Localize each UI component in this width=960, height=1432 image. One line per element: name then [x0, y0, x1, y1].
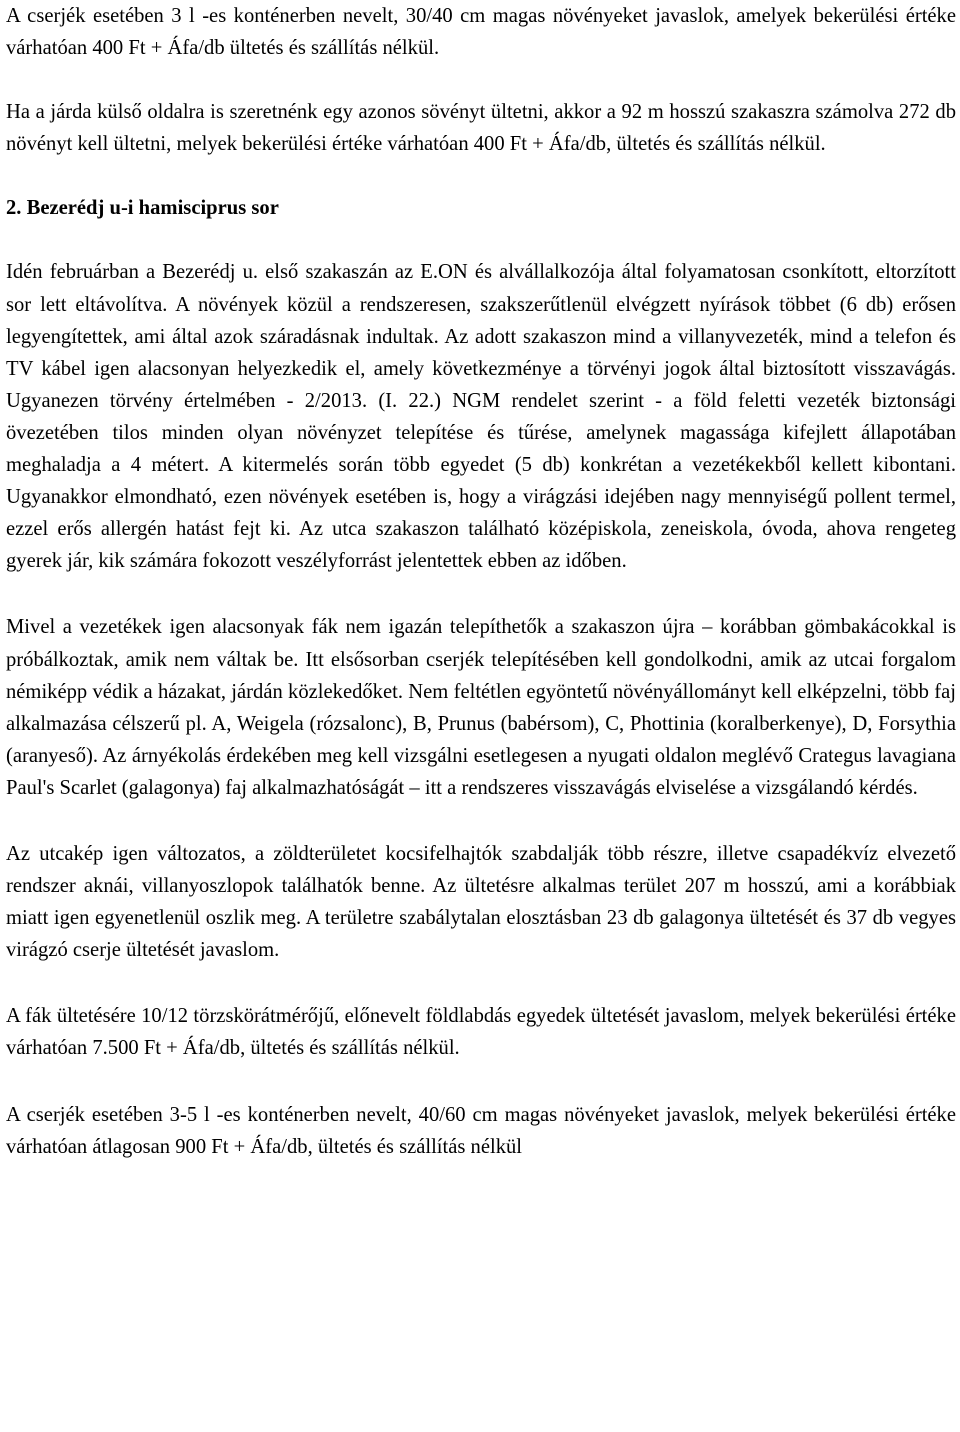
spacer: [6, 64, 956, 96]
paragraph-planting-options: Mivel a vezetékek igen alacsonyak fák nem igazán telepíthetők a szakaszon újra – korábban gömbakácokkal is próbálkoztak, amik nem váltak be. Itt elsősorban cserjék telepítésében kell gondolkodni, amik az utcai forgalom némiképp védik a házakat, járdán közlekedőket. Nem feltétlen egyöntetű növényállományt kell elképzelni, több faj alkalmazása célszerű pl. A, Weigela (rózsalonc), B, Prunus (babérsom), C, Phottinia (koralberkenye), D, Forsythia (aranyeső). Az árnyékolás érdekében meg kell vizsgálni esetlegesen a nyugati oldalon meglévő Crategus lavagiana Paul's Scarlet (galagonya) faj alkalmazhatóságát – itt a rendszeres visszavágás elviselése a vizsgálandó kérdés.: [6, 616, 956, 799]
section-heading: 2. Bezerédj u-i hamisciprus sor: [6, 197, 279, 220]
spacer: [6, 1065, 956, 1099]
paragraph-outer-hedge: Ha a járda külső oldalra is szeretnénk egy azonos sövényt ültetni, akkor a 92 m hosszú szakaszra számolva 272 db növényt kell ültetni, melyek bekerülési értéke várhatóan 400 Ft + Áfa/db, ültetés és szállítás nélkül.: [6, 101, 956, 156]
paragraph-removal-history: Idén februárban a Bezerédj u. első szakaszán az E.ON és alvállalkozója által folyamatosan csonkított, eltorzított sor lett eltávolítva. A növények közül a rendszeresen, szakszerűtlenül elvégzett nyírások többet (6 db) erősen legyengítettek, ami által azok száradásnak indultak. Az adott szakaszon mind a villanyvezeték, mind a telefon és TV kábel igen alacsonyan helyezkedik el, amely következménye a törvényi jogok által biztosított visszavágás. Ugyanezen törvény értelmében - 2/2013. (I. 22.) NGM rendelet szerint - a föld feletti vezeték biztonsági övezetében tilos minden olyan növényzet telepítése és tűrése, amelynek magassága kifejlett állapotában meghaladja a 4 métert. A kitermelés során több egyedet (5 db) konkrétan a vezetékekből kellett kibontani. Ugyanakkor elmondható, ezen növények esetében is, hogy a virágzási idejében nagy mennyiségű pollent termel, ezzel erős allergén hatást fejt ki. Az utca szakaszon található középiskola, zeneiskola, óvoda, ahova rengeteg gyerek jár, kik számára fokozott veszélyforrást jelentettek ebben az időben.: [6, 261, 956, 573]
spacer: [6, 224, 956, 256]
spacer: [6, 160, 956, 192]
spacer: [6, 966, 956, 1000]
paragraph-tree-cost: A fák ültetésére 10/12 törzskörátmérőjű, előnevelt földlabdás egyedek ültetését javaslom, melyek bekerülési értéke várhatóan 7.500 Ft + Áfa/db, ültetés és szállítás nélkül.: [6, 1005, 956, 1060]
document-page: [6, 0, 956, 1163]
spacer: [6, 577, 956, 611]
spacer: [6, 804, 956, 838]
paragraph-shrub-cost-final: A cserjék esetében 3-5 l -es konténerben nevelt, 40/60 cm magas növényeket javaslok, melyek bekerülési értéke várhatóan átlagosan 900 Ft + Áfa/db, ültetés és szállítás nélkül: [6, 1103, 956, 1158]
paragraph-shrub-cost: A cserjék esetében 3 l -es konténerben nevelt, 30/40 cm magas növényeket javaslok, amelyek bekerülési értéke várhatóan 400 Ft + Áfa/db ültetés és szállítás nélkül.: [6, 5, 956, 60]
paragraph-streetscape: Az utcakép igen változatos, a zöldterületet kocsifelhajtók szabdalják több részre, illetve csapadékvíz elvezető rendszer aknái, villanyoszlopok találhatók benne. Az ültetésre alkalmas terület 207 m hosszú, ami a korábbiak miatt igen egyenetlenül oszlik meg. A területre szabálytalan elosztásban 23 db galagonya ültetését és 37 db vegyes virágzó cserje ültetését javaslom.: [6, 842, 956, 962]
